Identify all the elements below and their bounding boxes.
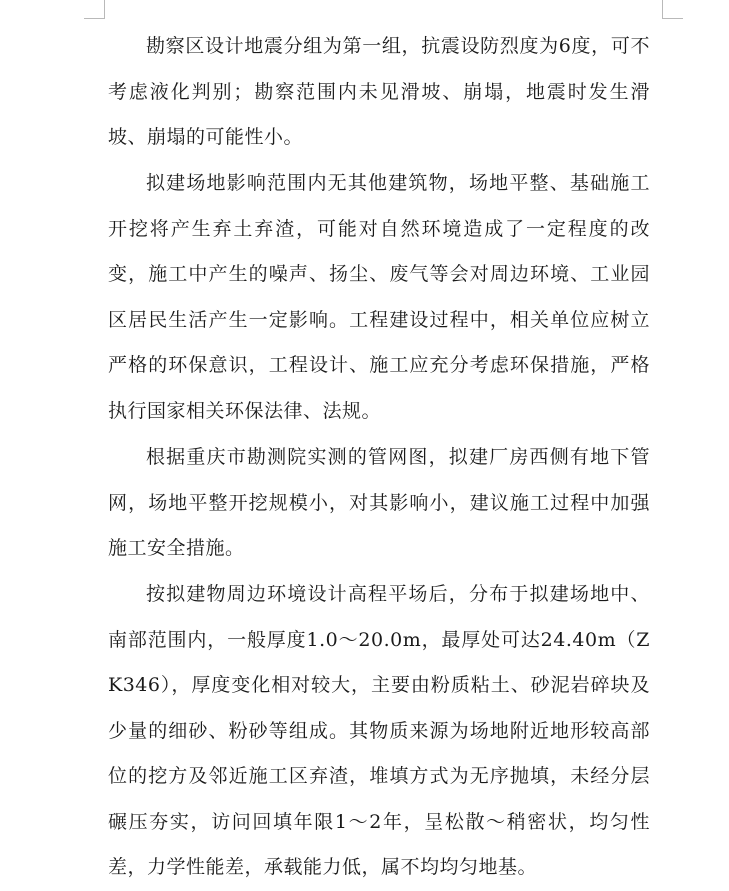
page-corner-mark-left [84,0,105,19]
paragraph-fill-soil: 按拟建物周边环境设计高程平场后，分布于拟建场地中、南部范围内，一般厚度1.0～20.0m，最厚处可达24.40m（ZK346），厚度变化相对较大，主要由粉质粘土、砂泥岩碎块及少量的细砂、粉砂等组成。其物质来源为场地附近地形较高部位的挖方及邻近施工区弃渣，堆填方式为无序抛填，未经分层碾压夯实，访问回填年限1～2年，呈松散～稍密状，均匀性差，力学性能差，承载能力低，属不均均匀地基。 [108,583,650,878]
paragraph-pipeline: 根据重庆市勘测院实测的管网图，拟建厂房西侧有地下管网，场地平整开挖规模小，对其影响小，建议施工过程中加强施工安全措施。 [108,446,650,559]
paragraph-seismic: 勘察区设计地震分组为第一组，抗震设防烈度为6度，可不考虑液化判别；勘察范围内未见滑坡、崩塌，地震时发生滑坡、崩塌的可能性小。 [108,35,650,148]
paragraph-environment: 拟建场地影响范围内无其他建筑物，场地平整、基础施工开挖将产生弃土弃渣，可能对自然环境造成了一定程度的改变，施工中产生的噪声、扬尘、废气等会对周边环境、工业园区居民生活产生一定影响。工程建设过程中，相关单位应树立严格的环保意识，工程设计、施工应充分考虑环保措施，严格执行国家相关环保法律、法规。 [108,172,650,422]
page-corner-mark-right [662,0,683,19]
